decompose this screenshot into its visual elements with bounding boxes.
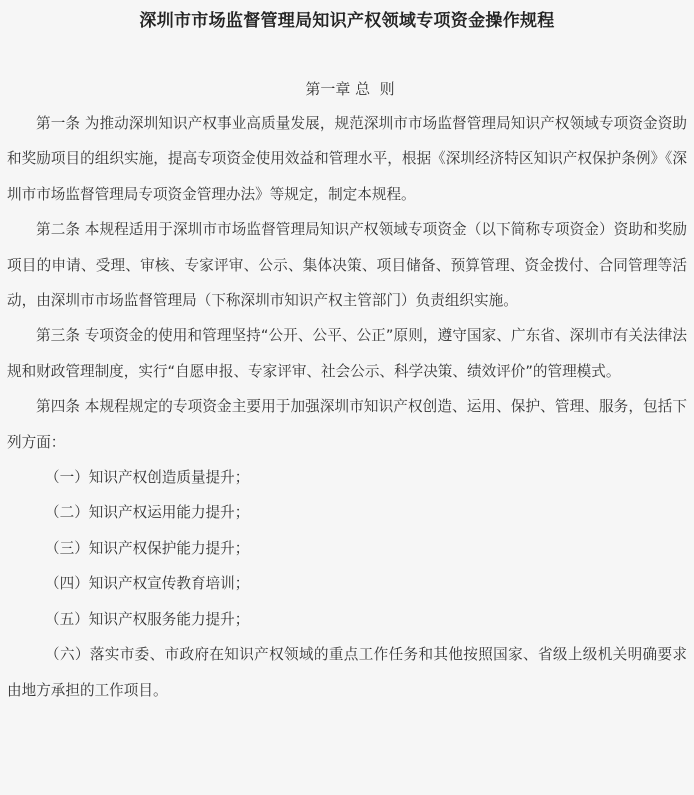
list-item-6: （六）落实市委、市政府在知识产权领域的重点工作任务和其他按照国家、省级上级机关明确要求由地方承担的工作项目。 (7, 646, 687, 699)
article-1: 第一条 为推动深圳知识产权事业高质量发展，规范深圳市市场监督管理局知识产权领域专项资金资助和奖励项目的组织实施，提高专项资金使用效益和管理水平，根据《深圳经济特区知识产权保护条例》《深圳市市场监督管理局专项资金管理办法》等规定，制定本规程。 (7, 115, 687, 203)
list-item-5: （五）知识产权服务能力提升； (45, 610, 250, 628)
list-item-4: （四）知识产权宣传教育培训； (45, 575, 250, 593)
list-item-3: （三）知识产权保护能力提升； (45, 539, 250, 557)
article-4: 第四条 本规程规定的专项资金主要用于加强深圳市知识产权创造、运用、保护、管理、服务，包括下列方面： (7, 398, 687, 451)
list-item-1: （一）知识产权创造质量提升； (45, 469, 250, 487)
article-2: 第二条 本规程适用于深圳市市场监督管理局知识产权领域专项资金（以下简称专项资金）资助和奖励项目的申请、受理、审核、专家评审、公示、集体决策、项目储备、预算管理、资金拨付、合同管理等活动，由深圳市市场监督管理局（下称深圳市知识产权主管部门）负责组织实施。 (7, 221, 687, 310)
article-3: 第三条 专项资金的使用和管理坚持“公开、公平、公正”原则，遵守国家、广东省、深圳市有关法律法规和财政管理制度，实行“自愿申报、专家评审、社会公示、科学决策、绩效评价”的管理模式。 (7, 327, 687, 380)
document-body (7, 106, 687, 708)
chapter-heading: 第一章 总 则 (305, 80, 395, 98)
list-item-2: （二）知识产权运用能力提升； (45, 504, 250, 522)
document-title: 深圳市市场监督管理局知识产权领域专项资金操作规程 (139, 11, 555, 31)
